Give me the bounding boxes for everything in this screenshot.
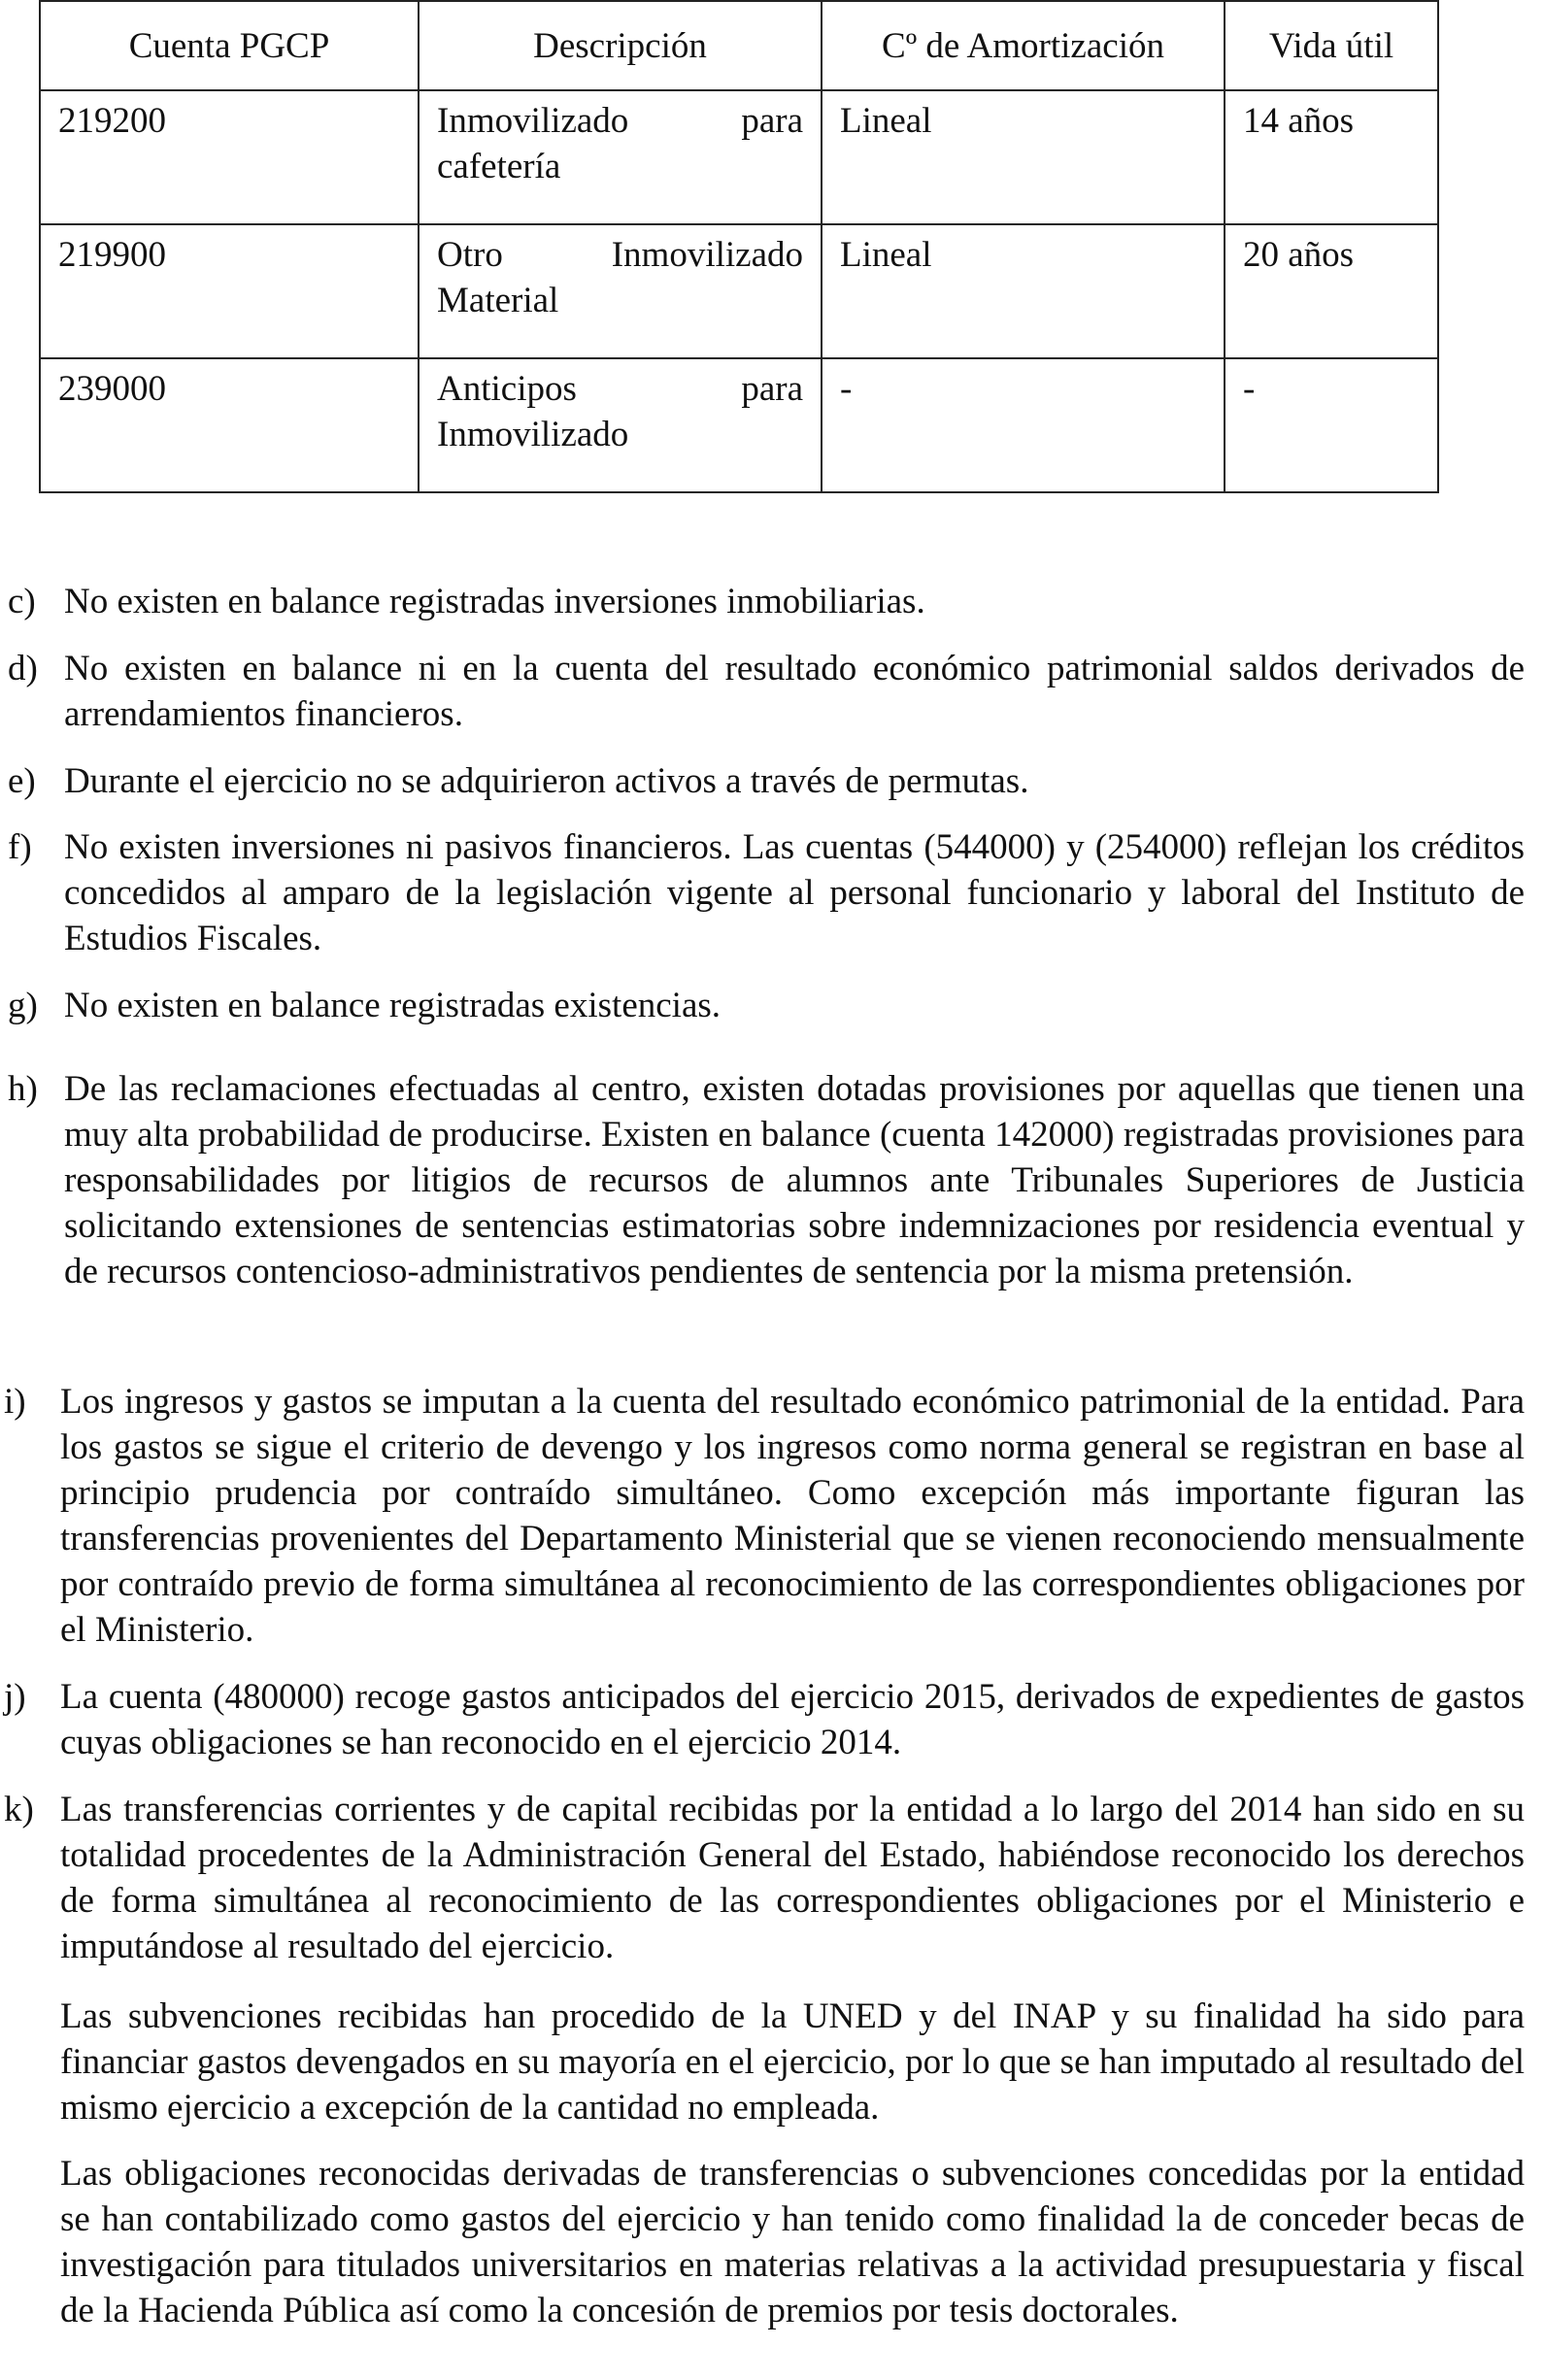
cell-descripcion: Inmovilizado para cafetería: [419, 90, 822, 224]
paragraph-obligaciones: Las obligaciones reconocidas derivadas de transferencias o subvenciones concedidas por la entidad se han contabilizado como gastos del ejercicio y han tenido como finalidad la de conceder becas de investigación para titulados universitarios en materias relativas a la actividad presupuestaria y fiscal de la Hacienda Pública así como la concesión de premios por tesis doctorales.: [60, 2154, 1525, 2330]
header-descripcion: Descripción: [419, 1, 822, 90]
item-text: Durante el ejercicio no se adquirieron activos a través de permutas.: [64, 761, 1029, 801]
cell-vida: 20 años: [1225, 224, 1438, 358]
header-vida: Vida útil: [1225, 1, 1438, 90]
item-text: De las reclamaciones efectuadas al centro, existen dotadas provisiones por aquellas que tienen una muy alta probabilidad de producirse. Existen en balance (cuenta 142000) registradas provisiones para responsabilidades por litigios de recursos de alumnos ante Tribunales Superiores de Justicia solicitando extensiones de sentencias estimatorias sobre indemnizaciones por residencia eventual y de recursos contencioso-administrativos pendientes de sentencia por la misma pretensión.: [64, 1069, 1525, 1291]
header-cuenta: Cuenta PGCP: [40, 1, 419, 90]
table-row: [40, 358, 1438, 492]
cell-cuenta: 219200: [40, 90, 419, 224]
item-marker: h): [8, 1069, 38, 1109]
item-marker: c): [8, 582, 36, 621]
item-text: La cuenta (480000) recoge gastos anticipados del ejercicio 2015, derivados de expedientes de gastos cuyas obligaciones se han reconocido en el ejercicio 2014.: [60, 1677, 1525, 1762]
table-row: [40, 90, 1438, 224]
item-marker: f): [8, 827, 32, 867]
item-text: Las transferencias corrientes y de capital recibidas por la entidad a lo largo del 2014 han sido en su totalidad procedentes de la Administración General del Estado, habiéndose reconocido los derechos de forma simultánea al reconocimiento de las correspondientes obligaciones por el Ministerio e imputándose al resultado del ejercicio.: [60, 1790, 1525, 1966]
item-text: No existen en balance ni en la cuenta del resultado económico patrimonial saldos derivados de arrendamientos financieros.: [64, 649, 1525, 734]
cell-descripcion: Otro Inmovilizado Material: [419, 224, 822, 358]
item-text: No existen en balance registradas inversiones inmobiliarias.: [64, 582, 925, 621]
item-marker: e): [8, 761, 36, 801]
paragraph-subvenciones: Las subvenciones recibidas han procedido de la UNED y del INAP y su finalidad ha sido para financiar gastos devengados en su mayoría en el ejercicio, por lo que se han imputado al resultado del mismo ejercicio a excepción de la cantidad no empleada.: [60, 1996, 1525, 2128]
table-row: [40, 224, 1438, 358]
cell-metodo: Lineal: [822, 90, 1225, 224]
item-text: Los ingresos y gastos se imputan a la cuenta del resultado económico patrimonial de la entidad. Para los gastos se sigue el criterio de devengo y los ingresos como norma general se registran en base al principio prudencia por contraído simultáneo. Como excepción más importante figuran las transferencias provenientes del Departamento Ministerial que se vienen reconociendo mensualmente por contraído previo de forma simultánea al reconocimiento de las correspondientes obligaciones por el Ministerio.: [60, 1382, 1525, 1650]
item-marker: k): [4, 1790, 34, 1829]
table-header-row: [40, 1, 1438, 90]
item-marker: j): [4, 1677, 26, 1717]
cell-vida: 14 años: [1225, 90, 1438, 224]
item-text: No existen inversiones ni pasivos financieros. Las cuentas (544000) y (254000) reflejan los créditos concedidos al amparo de la legislación vigente al personal funcionario y laboral del Instituto de Estudios Fiscales.: [64, 827, 1525, 958]
item-text: No existen en balance registradas existencias.: [64, 986, 722, 1025]
item-marker: g): [8, 986, 38, 1025]
cell-descripcion: Anticipos para Inmovilizado: [419, 358, 822, 492]
cell-cuenta: 219900: [40, 224, 419, 358]
cell-metodo: Lineal: [822, 224, 1225, 358]
cell-metodo: -: [822, 358, 1225, 492]
header-metodo: Cº de Amortización: [822, 1, 1225, 90]
amortization-table: [39, 0, 1439, 493]
item-marker: d): [8, 649, 38, 688]
cell-cuenta: 239000: [40, 358, 419, 492]
cell-vida: -: [1225, 358, 1438, 492]
item-marker: i): [4, 1382, 26, 1422]
